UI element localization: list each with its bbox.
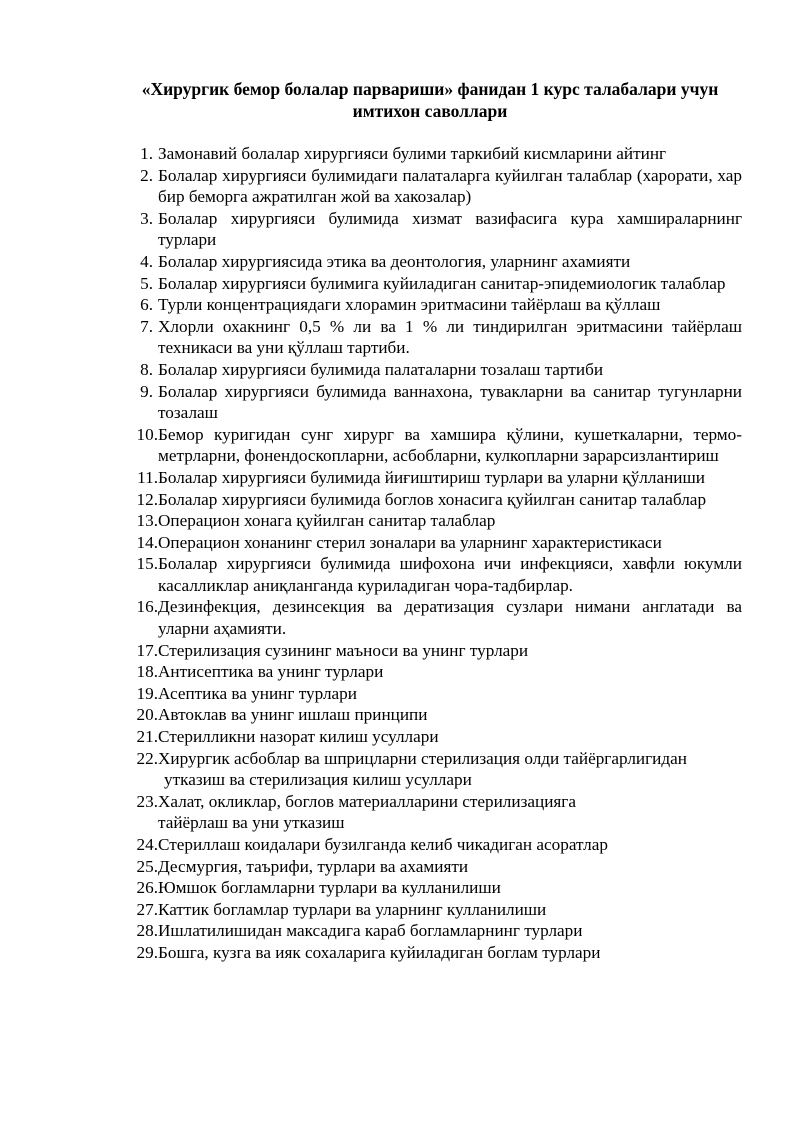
question-number: 28. — [136, 921, 158, 941]
question-number: 8. — [140, 359, 153, 379]
question-text: Стериллаш коидалари бузилганда келиб чикадиган асоратлар — [158, 835, 608, 854]
question-item-8 — [0, 359, 800, 381]
question-number: 4. — [140, 251, 153, 271]
question-number: 15. — [136, 554, 158, 574]
question-text: Дезинфекция, дезинсекция ва дератизация сузлари нимани англатади ва уларни аҳамияти. — [158, 597, 742, 639]
question-item-18 — [0, 661, 800, 683]
question-item-10 — [0, 424, 800, 467]
question-text — [158, 748, 742, 791]
question-item-17 — [0, 640, 800, 662]
question-item-22 — [0, 748, 800, 791]
question-item-27 — [0, 899, 800, 921]
question-text: Бемор куригидан сунг хирург ва хамшира қўлини, кушеткаларни, термо-метрларни, фонендоскопларни, асбобларни, кулкопларни зарарсизлантириш — [158, 424, 742, 466]
question-number: 1. — [140, 144, 153, 163]
question-number: 20. — [136, 705, 158, 725]
question-text: Стерилизация сузининг маъноси ва унинг турлари — [158, 640, 529, 660]
question-item-16 — [0, 596, 800, 639]
question-item-14 — [0, 532, 800, 554]
question-number: 10. — [136, 424, 158, 444]
question-text-line-2: тайёрлаш ва уни утказиш — [158, 813, 345, 833]
title-line-1: «Хирургик бемор болалар парвариши» фанидан 1 курс талабалари учун — [141, 79, 719, 99]
question-text: Болалар хирургияси булимига куйиладиган санитар-эпидемиологик талаблар — [158, 273, 726, 293]
question-text: Болалар хирургияси булимида шифохона ичи инфекцияси, хавфли юкумли касалликлар аниқланганда куриладиган чора-тадбирлар. — [158, 554, 742, 595]
question-item-12 — [0, 489, 800, 511]
question-item-3 — [0, 208, 800, 251]
question-text: Бошга, кузга ва ияк сохаларига куйиладиган боглам турлари — [158, 942, 601, 962]
question-item-11 — [0, 467, 800, 489]
question-text: Болалар хирургияси булимидаги палаталарга куйилган талаблар (харорати, хар бир беморга ажратилган жой ва хакозалар) — [158, 165, 742, 207]
question-item-2 — [0, 165, 800, 208]
document-title — [100, 78, 760, 122]
question-list — [0, 143, 800, 964]
question-text: Ишлатилишидан максадига караб богламларнинг турлари — [158, 921, 583, 941]
question-number: 3. — [140, 208, 153, 228]
question-text: Болалар хирургияси булимида йиғиштириш турлари ва уларни қўлланиши — [158, 467, 705, 487]
question-item-23 — [0, 791, 800, 834]
question-item-6 — [0, 294, 800, 316]
question-number: 9. — [140, 381, 153, 401]
question-text: Болалар хирургиясида этика ва деонтология, уларнинг ахамияти — [158, 251, 631, 271]
question-text: Автоклав ва унинг ишлаш принципи — [158, 705, 428, 725]
question-text: Операцион хонага қуйилган санитар талаблар — [158, 511, 496, 531]
question-number: 2. — [140, 165, 153, 185]
question-number: 18. — [136, 662, 158, 682]
question-number: 26. — [136, 878, 158, 898]
question-item-9 — [0, 381, 800, 424]
question-number: 14. — [136, 532, 158, 552]
question-text — [158, 791, 742, 834]
question-item-21 — [0, 726, 800, 748]
question-item-25 — [0, 856, 800, 878]
question-number: 29. — [136, 942, 158, 962]
question-item-13 — [0, 510, 800, 532]
question-text-line-1: Хирургик асбоблар ва шприцларни стерилизация олди тайёргарлигидан — [158, 748, 687, 768]
question-item-28 — [0, 920, 800, 942]
question-text: Хлорли охакнинг 0,5 % ли ва 1 % ли тиндирилган эритмасини тайёрлаш техникаси ва уни қўллаш тартиби. — [158, 316, 742, 358]
title-line-2: имтихон саволлари — [352, 101, 508, 121]
question-text: Антисептика ва унинг турлари — [158, 662, 384, 682]
question-text: Болалар хирургияси булимида палаталарни тозалаш тартиби — [158, 359, 604, 379]
question-item-19 — [0, 683, 800, 705]
question-text: Десмургия, таърифи, турлари ва ахамияти — [158, 856, 469, 876]
question-item-15 — [0, 553, 800, 596]
question-text-line-1: Халат, окликлар, боглов материалларини стерилизацияга — [158, 791, 576, 811]
question-text: Асептика ва унинг турлари — [158, 683, 357, 703]
question-number: 6. — [140, 295, 153, 315]
question-text: Стерилликни назорат килиш усуллари — [158, 727, 439, 747]
question-number: 12. — [136, 489, 158, 509]
question-text: Каттик богламлар турлари ва уларнинг кулланилиши — [158, 899, 547, 919]
question-text: Болалар хирургияси булимида ваннахона, тувакларни ва санитар тугунларни тозалаш — [158, 381, 742, 423]
question-item-29 — [0, 942, 800, 964]
question-number: 5. — [140, 273, 153, 293]
question-number: 7. — [140, 316, 153, 336]
question-text: Операцион хонанинг стерил зоналари ва уларнинг характеристикаси — [158, 532, 662, 552]
question-text: Юмшок богламларни турлари ва кулланилиши — [158, 878, 501, 898]
question-text-line-2: утказиш ва стерилизация килиш усуллари — [164, 770, 472, 790]
question-number: 23. — [136, 791, 158, 811]
question-number: 13. — [136, 511, 158, 531]
question-number: 24. — [136, 835, 158, 854]
question-number: 27. — [136, 899, 158, 919]
question-text: Болалар хирургияси булимида хизмат вазифасига кура хамшираларнинг турлари — [158, 208, 742, 250]
question-item-20 — [0, 704, 800, 726]
question-number: 16. — [136, 597, 158, 617]
question-text: Турли концентрациядаги хлорамин эритмасини тайёрлаш ва қўллаш — [158, 295, 661, 315]
question-number: 22. — [136, 748, 158, 768]
question-text: Замонавий болалар хирургияси булими таркибий кисмларини айтинг — [158, 144, 667, 163]
question-item-1 — [0, 143, 800, 165]
question-item-26 — [0, 877, 800, 899]
question-item-4 — [0, 251, 800, 273]
question-item-5 — [0, 273, 800, 295]
question-text: Болалар хирургияси булимида боглов хонасига қуйилган санитар талаблар — [158, 489, 707, 509]
question-number: 21. — [136, 727, 158, 747]
question-item-24 — [0, 834, 800, 856]
question-number: 17. — [136, 640, 158, 660]
question-number: 19. — [136, 683, 158, 703]
question-number: 11. — [137, 467, 158, 487]
question-number: 25. — [136, 856, 158, 876]
question-item-7 — [0, 316, 800, 359]
